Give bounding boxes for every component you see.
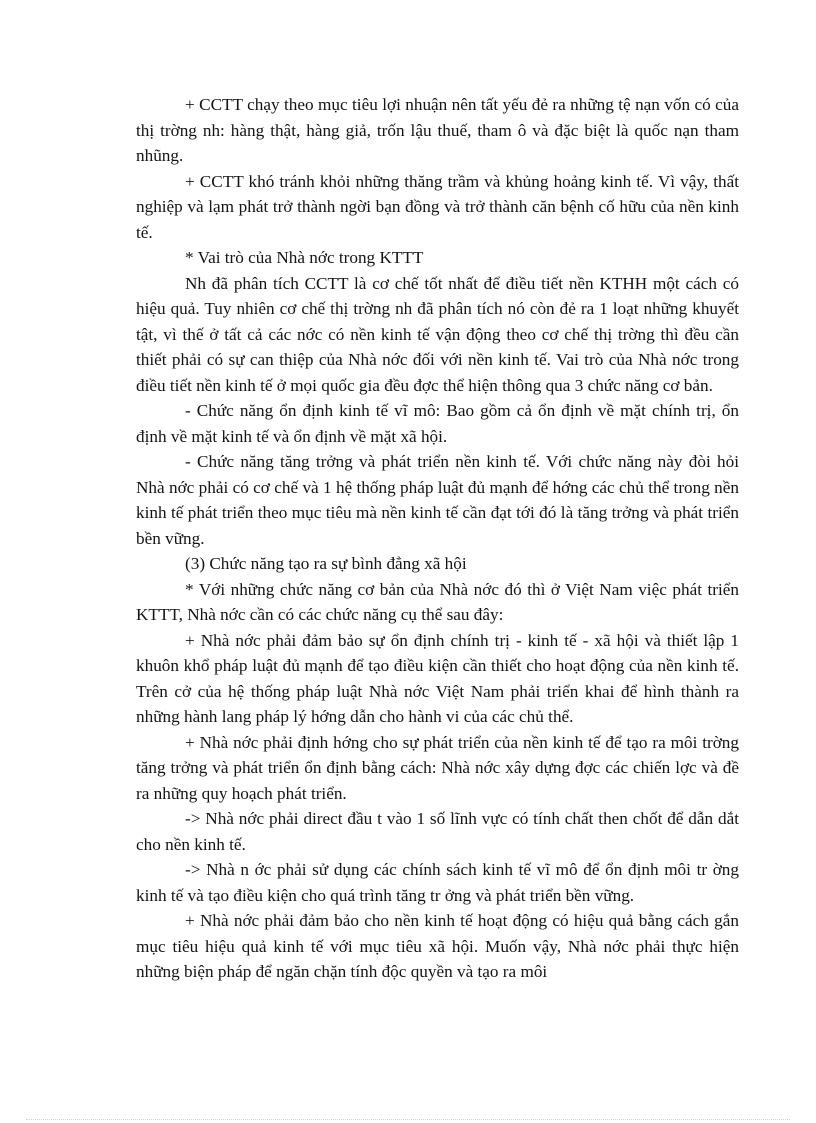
paragraph: + Nhà nớc phải đảm bảo sự ổn định chính trị - kinh tế - xã hội và thiết lập 1 khuôn khổ pháp luật đủ mạnh để tạo điều kiện cần thiết cho hoạt động của nền kinh tế. Trên cở của hệ thống pháp luật Nhà nớc Việt Nam phải triển khai để hình thành ra những hành lang pháp lý hớng dẫn cho hành vi của các chủ thể. [136,630,739,726]
paragraph: - Chức năng ổn định kinh tế vĩ mô: Bao gồm cả ổn định về mặt chính trị, ổn định về mặt kinh tế và ổn định về mặt xã hội. [136,401,739,446]
paragraph: + Nhà nớc phải định hớng cho sự phát triển của nền kinh tế để tạo ra môi trờng tăng trởng và phát triển ổn định bằng cách: Nhà nớc xây dựng đợc các chiến lợc và đề ra những quy hoạch phát triển. [136,732,739,803]
paragraph: -> Nhà n ớc phải sử dụng các chính sách kinh tế vĩ mô để ổn định môi tr ờng kinh tế và tạo điều kiện cho quá trình tăng tr ởng và phát triển bền vững. [136,860,739,905]
page-bottom-divider [26,1119,790,1120]
paragraph: + Nhà nớc phải đảm bảo cho nền kinh tế hoạt động có hiệu quả bằng cách gắn mục tiêu hiệu quả kinh tế với mục tiêu xã hội. Muốn vậy, Nhà nớc phải thực hiện những biện pháp để ngăn chặn tính độc quyền và tạo ra môi [136,911,739,981]
paragraph: * Với những chức năng cơ bản của Nhà nớc đó thì ở Việt Nam việc phát triển KTTT, Nhà nớc cần có các chức năng cụ thể sau đây: [136,579,739,624]
paragraph: + CCTT khó tránh khỏi những thăng trầm và khủng hoảng kinh tế. Vì vậy, thất nghiệp và lạm phát trở thành ngời bạn đồng và trở thành căn bệnh cố hữu của nền kinh tế. [136,171,739,242]
document-body [136,92,739,985]
paragraph: -> Nhà nớc phải direct đầu t vào 1 số lĩnh vực có tính chất then chốt để dẫn dắt cho nền kinh tế. [136,809,739,854]
paragraph: (3) Chức năng tạo ra sự bình đẳng xã hội [185,554,467,573]
paragraph: Nh đã phân tích CCTT là cơ chế tốt nhất để điều tiết nền KTHH một cách có hiệu quả. Tuy nhiên cơ chế thị trờng nh đã phân tích nó còn đẻ ra 1 loạt những khuyết tật, vì thế ở tất cả các nớc có nền kinh tế vận động theo cơ chế thị trờng thì đều cần thiết phải có sự can thiệp của Nhà nớc đối với nền kinh tế. Vai trò của Nhà nớc trong điều tiết nền kinh tế ở mọi quốc gia đều đợc thể hiện thông qua 3 chức năng cơ bản. [136,273,739,395]
paragraph: - Chức năng tăng trởng và phát triển nền kinh tế. Với chức năng này đòi hỏi Nhà nớc phải có cơ chế và 1 hệ thống pháp luật đủ mạnh để hớng các chủ thể trong nền kinh tế phát triển theo mục tiêu mà nền kinh tế cần đạt tới đó là tăng trởng và phát triển bền vững. [136,452,739,548]
section-heading: * Vai trò của Nhà nớc trong KTTT [185,248,424,267]
paragraph: + CCTT chạy theo mục tiêu lợi nhuận nên tất yếu đẻ ra những tệ nạn vốn có của thị trờng nh: hàng thật, hàng giả, trốn lậu thuế, tham ô và đặc biệt là quốc nạn tham nhũng. [136,95,739,165]
